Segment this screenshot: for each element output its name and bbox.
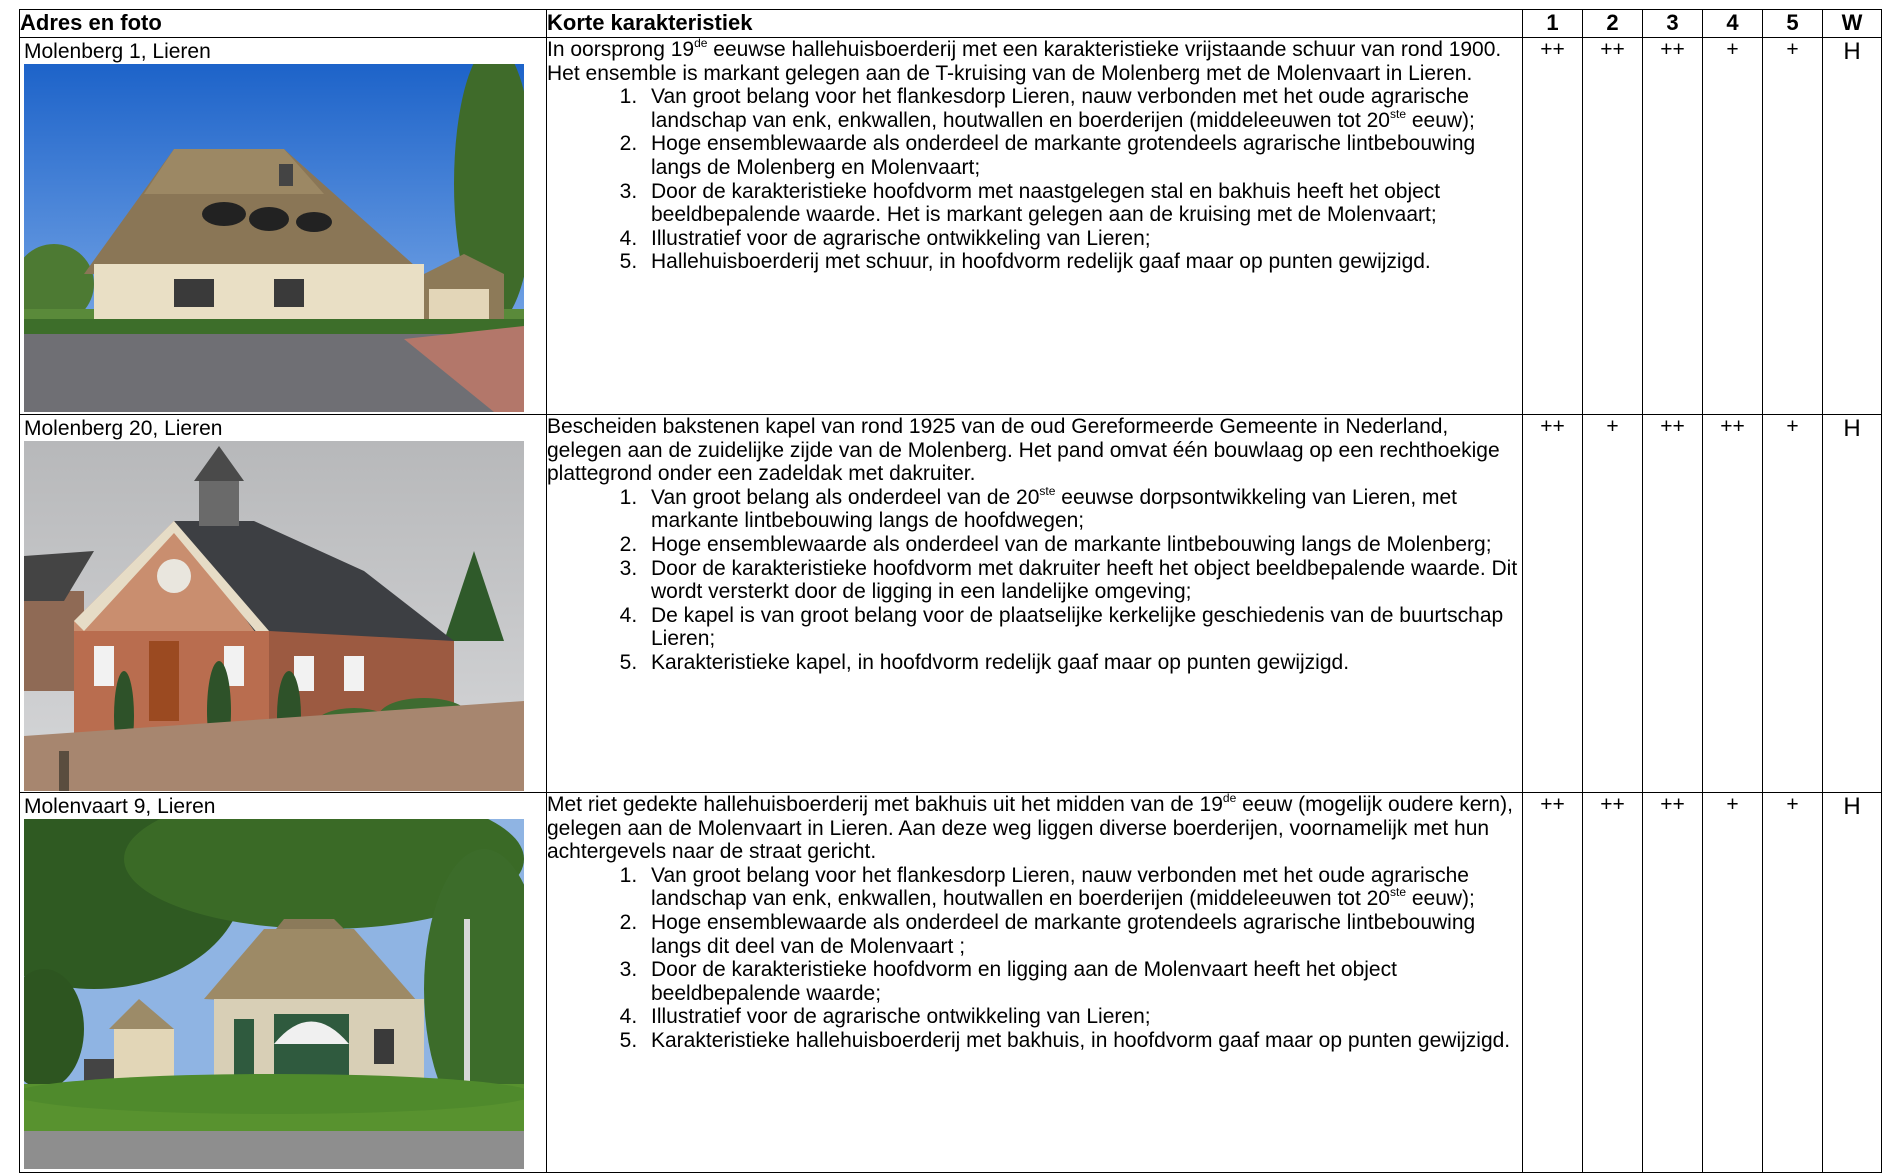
address-cell [20, 415, 547, 793]
criteria-list [547, 483, 1522, 675]
criteria-list [547, 85, 1522, 274]
list-item: 3. Door de karakteristieke hoofdvorm met naastgelegen stal en bakhuis heeft het object beeldbepalende waarde. Het is markant gelegen aan de kruising met de Molenvaart; [643, 180, 1522, 227]
list-item: 5. Karakteristieke hallehuisboerderij met bakhuis, in hoofdvorm gaaf maar op punten gewijzigd. [643, 1029, 1522, 1053]
list-item: 2. Hoge ensemblewaarde als onderdeel de markante grotendeels agrarische lintbebouwing langs dit deel van de Molenvaart ; [643, 911, 1522, 958]
score-5: + [1763, 793, 1823, 1173]
list-item: 5. Hallehuisboerderij met schuur, in hoofdvorm redelijk gaaf maar op punten gewijzigd. [643, 250, 1522, 274]
valuation: H [1823, 415, 1882, 793]
header-criterion-2: 2 [1583, 10, 1643, 38]
chapel-photo [24, 441, 524, 791]
description-intro: In oorsprong 19de eeuwse hallehuisboerderij met een karakteristieke vrijstaande schuur van rond 1900. Het ensemble is markant gelegen aan de T-kruising van de Molenberg met de Molenvaart in Lieren. [547, 36, 1502, 85]
table-row [20, 415, 1882, 793]
list-item: 4. De kapel is van groot belang voor de plaatselijke kerkelijke geschiedenis van de buurtschap Lieren; [643, 604, 1522, 651]
list-item: 4. Illustratief voor de agrarische ontwikkeling van Lieren; [643, 1005, 1522, 1029]
table-row [20, 793, 1882, 1173]
score-4: ++ [1703, 415, 1763, 793]
farmhouse-photo [24, 64, 524, 412]
score-3: ++ [1643, 38, 1703, 415]
header-criterion-5: 5 [1763, 10, 1823, 38]
header-criterion-1: 1 [1523, 10, 1583, 38]
score-2: ++ [1583, 38, 1643, 415]
score-1: ++ [1523, 415, 1583, 793]
table-row [20, 38, 1882, 415]
score-4: + [1703, 38, 1763, 415]
monument-table [19, 9, 1882, 1173]
score-5: + [1763, 415, 1823, 793]
list-item: 5. Karakteristieke kapel, in hoofdvorm redelijk gaaf maar op punten gewijzigd. [643, 651, 1522, 675]
description-cell [547, 415, 1523, 793]
list-item: 2. Hoge ensemblewaarde als onderdeel de markante grotendeels agrarische lintbebouwing langs de Molenberg en Molenvaart; [643, 132, 1522, 179]
header-description: Korte karakteristiek [547, 10, 1523, 38]
score-5: + [1763, 38, 1823, 415]
score-1: ++ [1523, 793, 1583, 1173]
list-item: 1. Van groot belang voor het flankesdorp Lieren, nauw verbonden met het oude agrarische landschap van enk, enkwallen, houtwallen en boerderijen (middeleeuwen tot 20ste eeuw); [643, 864, 1522, 911]
description-cell [547, 38, 1523, 415]
address-cell [20, 38, 547, 415]
address-label: Molenvaart 9, Lieren [24, 795, 216, 818]
criteria-list [547, 864, 1522, 1053]
score-4: + [1703, 793, 1763, 1173]
list-item: 3. Door de karakteristieke hoofdvorm en ligging aan de Molenvaart heeft het object beeldbepalende waarde; [643, 958, 1522, 1005]
score-2: + [1583, 415, 1643, 793]
header-row [20, 10, 1882, 38]
header-criterion-3: 3 [1643, 10, 1703, 38]
description-intro: Bescheiden bakstenen kapel van rond 1925 van de oud Gereformeerde Gemeente in Nederland, gelegen aan de zuidelijke zijde van de Molenberg. Het pand omvat één bouwlaag op een rechthoekige plattegrond onder een zadeldak met dakruiter. [547, 415, 1500, 486]
valuation: H [1823, 38, 1882, 415]
score-3: ++ [1643, 415, 1703, 793]
address-cell [20, 793, 547, 1173]
header-valuation: W [1823, 10, 1882, 38]
list-item: 1. Van groot belang voor het flankesdorp Lieren, nauw verbonden met het oude agrarische landschap van enk, enkwallen, houtwallen en boerderijen (middeleeuwen tot 20ste eeuw); [643, 85, 1522, 132]
score-1: ++ [1523, 38, 1583, 415]
valuation: H [1823, 793, 1882, 1173]
header-address: Adres en foto [20, 10, 547, 38]
description-cell [547, 793, 1523, 1173]
farmhouse-bakehouse-photo [24, 819, 524, 1169]
header-criterion-4: 4 [1703, 10, 1763, 38]
list-item: 3. Door de karakteristieke hoofdvorm met dakruiter heeft het object beeldbepalende waarde. Dit wordt versterkt door de ligging in een landelijke omgeving; [643, 557, 1522, 604]
score-2: ++ [1583, 793, 1643, 1173]
list-item: 2. Hoge ensemblewaarde als onderdeel van de markante lintbebouwing langs de Molenberg; [643, 533, 1522, 557]
address-label: Molenberg 1, Lieren [24, 40, 211, 63]
list-item: 1. Van groot belang als onderdeel van de 20ste eeuwse dorpsontwikkeling van Lieren, met markante lintbebouwing langs de hoofdwegen; [643, 486, 1522, 533]
address-label: Molenberg 20, Lieren [24, 417, 223, 440]
list-item: 4. Illustratief voor de agrarische ontwikkeling van Lieren; [643, 227, 1522, 251]
score-3: ++ [1643, 793, 1703, 1173]
description-intro: Met riet gedekte hallehuisboerderij met bakhuis uit het midden van de 19de eeuw (mogelijk oudere kern), gelegen aan de Molenvaart in Lieren. Aan deze weg liggen diverse boerderijen, voornamelijk met hun achtergevels naar de straat gericht. [547, 791, 1513, 864]
